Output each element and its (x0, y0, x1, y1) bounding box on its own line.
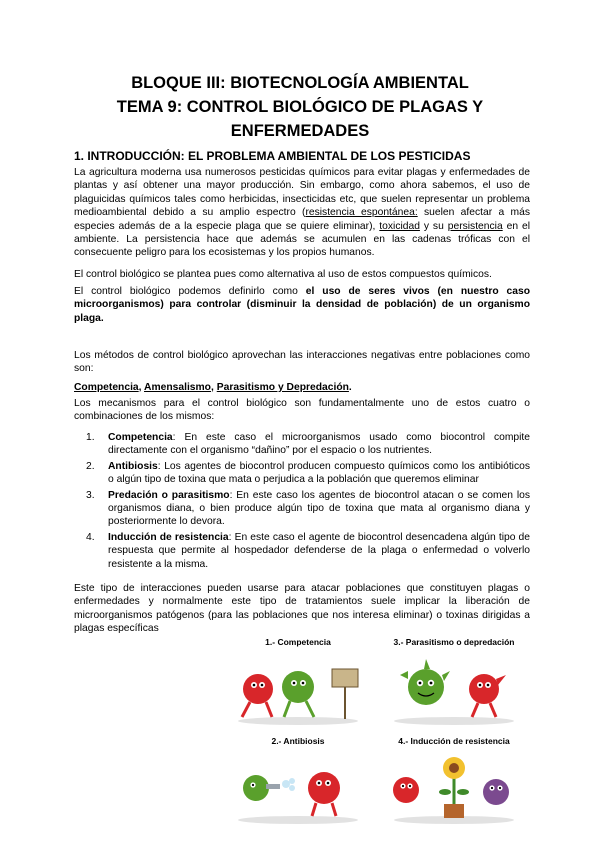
item-number: 4. (86, 531, 95, 543)
title-line-1: BLOQUE III: BIOTECNOLOGÍA AMBIENTAL (131, 74, 469, 92)
para1-a: La agricultura moderna usa numerosos pesticidas químicos para evitar plagas y enfermedades de plantas y así obtener una mayor producción. Sin embargo, como ahora sabemos, el uso de plaguicidas químicos tales como herbicidas, insecticidas etc, que suelen representar un problema medioambiental debido a su amplio espectro ( (74, 167, 530, 219)
mechanism-text: : Los agentes de biocontrol producen compuesto químicos como los antibióticos o algún tipo de toxina que mata o perjudica a la población que queremos eliminar (108, 460, 530, 486)
mechanism-text: : En este caso el microorganismos usado como biocontrol compite directamente con el organismo “dañino” por el espacio o los nutrientes. (108, 432, 530, 457)
title-line-2: TEMA 9: CONTROL BIOLÓGICO DE PLAGAS Y (116, 98, 484, 116)
mechanism-item (86, 489, 530, 529)
figure-panel-antibiosis (228, 736, 368, 826)
red-attacker-microbe (393, 777, 419, 803)
caption-antibiosis: 2.- Antibiosis (271, 736, 325, 746)
figure-panel-parasitismo (384, 637, 524, 727)
paragraph-mechanisms: Los mecanismos para el control biológico son fundamentalmente uno de estos cuatro o combinaciones de los mismos: (74, 398, 530, 423)
interaction-parasitismo: Parasitismo y Depredación (216, 382, 349, 393)
interactions-line (74, 381, 530, 394)
paragraph-alternative: El control biológico se plantea pues como alternativa al uso de estos compuestos químicos. (74, 269, 492, 280)
competition-illustration (228, 649, 368, 727)
interaction-sep-3: . (348, 382, 352, 393)
mechanism-term: Antibiosis (108, 460, 158, 472)
item-number: 2. (86, 460, 95, 472)
term-persistencia: persistencia (447, 220, 503, 232)
para1-c: y su (419, 220, 448, 232)
interaction-competencia: Competencia (74, 382, 139, 393)
figure-panel-resistencia (384, 736, 524, 826)
term-toxicidad: toxicidad (379, 220, 420, 232)
paragraph-definition (74, 285, 530, 325)
interaction-sep-2: , (210, 382, 217, 393)
para3-a: El control biológico podemos definirlo como (74, 286, 306, 297)
paragraph-pesticides (74, 166, 530, 260)
paragraph-applications: Este tipo de interacciones pueden usarse para atacar poblaciones que constituyen plagas o enfermedades y normalmente este tipo de tratamientos suele implicar la liberación de microorganismos patógenos (para las poblaciones que nos interesa eliminar) o toxinas dirigidas a plagas específicas (74, 583, 530, 635)
item-number: 1. (86, 432, 95, 443)
caption-parasitismo: 3.- Parasitismo o depredación (393, 637, 515, 647)
figure-panel-competencia (228, 637, 368, 727)
interaction-amensalismo: Amensalismo (144, 382, 211, 393)
mechanism-term: Predación o parasitismo (108, 489, 230, 501)
para1-d: en el ambiente. La persistencia hace que además se acumulen en las cadenas tróficas con el consecuente peligro para los ecosistemas y los propios humanos. (74, 220, 530, 259)
mechanism-text: : En este caso los agentes de biocontrol atacan o se comen los organismos diana, o bien produce algún tipo de toxina que mata al organismo diana y posteriormente lo devora. (108, 489, 530, 528)
item-number: 3. (86, 489, 95, 501)
title-line-3: ENFERMEDADES (230, 122, 370, 140)
mechanisms-list (86, 431, 530, 573)
caption-competencia: 1.- Competencia (265, 637, 331, 647)
antibiosis-illustration (228, 748, 368, 826)
mechanism-term: Competencia (108, 432, 173, 443)
parasitism-illustration (384, 649, 524, 727)
mechanism-text: : En este caso el agente de biocontrol desencadena algún tipo de respuesta que permite al hospedador defenderse de la plaga o enfermedad o volverlo resistente a la misma. (108, 531, 530, 570)
caption-resistencia: 4.- Inducción de resistencia (398, 736, 510, 746)
paragraph-methods: Los métodos de control biológico aprovechan las interacciones negativas entre poblaciones como son: (74, 350, 530, 375)
resistance-illustration (384, 748, 524, 826)
term-resistencia: resistencia espontánea: (305, 207, 418, 219)
para1-b: suelen afectar a más especies además de a la especie plaga que se quiere eliminar), (74, 207, 531, 232)
mechanism-term: Inducción de resistencia (108, 531, 229, 543)
definition-bold: el uso de seres vivos (en nuestro caso microorganismos) para controlar (disminuir la densidad de población) de un organismo plaga. (74, 286, 530, 324)
mechanism-item (86, 431, 530, 458)
interaction-sep-1: , (138, 382, 145, 393)
section-heading: 1. INTRODUCCIÓN: EL PROBLEMA AMBIENTAL DE LOS PESTICIDAS (74, 149, 471, 163)
mechanism-item (86, 531, 530, 571)
purple-microbe-bouncing (483, 779, 509, 805)
mechanism-item (86, 460, 530, 487)
